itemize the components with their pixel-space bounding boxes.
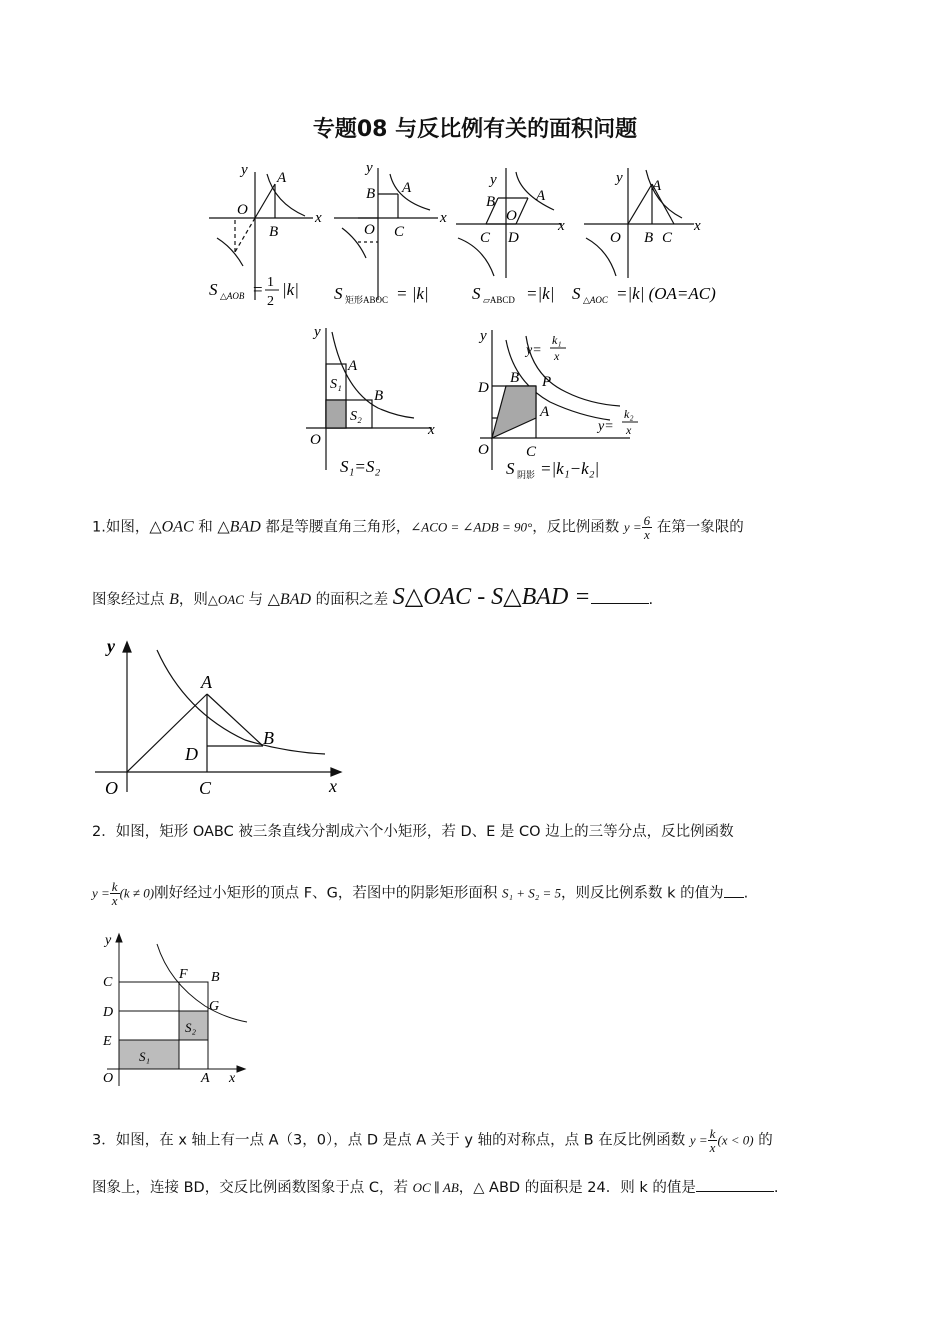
label-c: C (394, 224, 405, 240)
q3-text-c: 图象上，连接 BD，交反比例函数图象于点 C，若 (92, 1180, 413, 1196)
q3-end: . (773, 1180, 779, 1196)
formula-s: S (572, 284, 581, 303)
label-a: A (652, 178, 662, 194)
label-p: P (542, 374, 552, 390)
formula-s: S (472, 284, 481, 303)
q2-func-y: y = (92, 885, 110, 901)
label-c: C (199, 778, 212, 798)
label-x2: x (626, 423, 632, 437)
label-o: O (103, 1071, 114, 1086)
label-k2: k₂ (624, 407, 634, 421)
q3-line2 (92, 1177, 778, 1198)
label-b: B (486, 194, 496, 210)
q3-answer-blank[interactable] (696, 1177, 774, 1192)
formula-figure-5 (300, 320, 445, 485)
q1-and: 和 (193, 519, 218, 536)
q1-text-d: 在第一象限的 (652, 519, 744, 536)
q1-text-c: ，反比例函数 (532, 519, 624, 536)
label-c: C (103, 975, 113, 990)
label-a: A (201, 672, 212, 692)
label-c: C (662, 230, 673, 246)
formula-sub: 阴影 (517, 470, 536, 480)
label-a: A (402, 180, 412, 196)
label-x: x (440, 210, 447, 226)
q3-text-a: 3．如图，在 x 轴上有一点 A（3，0），点 D 是点 A 关于 y 轴的对称点，点 B 在反比例函数 (92, 1132, 690, 1149)
label-s1: S₁ (330, 377, 342, 392)
q3-text-d: ，△ ABD 的面积是 24．则 k 的值是 (458, 1180, 696, 1196)
formula-figure-6 (470, 320, 650, 485)
label-b: B (269, 224, 279, 240)
q3-func-frac (708, 1127, 718, 1154)
q1-func-num: 6 (643, 513, 651, 528)
formula-num: 1 (267, 275, 274, 290)
formula-figure-1 (205, 158, 330, 308)
q2-text-a: 刚好经过小矩形的顶点 F、G，若图中的阴影矩形面积 (154, 885, 502, 902)
q1-figure (95, 632, 355, 802)
formula-s: S (506, 459, 515, 478)
q3-func-num: k (709, 1126, 716, 1141)
q1-diff: S△OAC - S△BAD = (392, 584, 591, 610)
q3-text-b: 的 (753, 1132, 773, 1149)
q2-sum: S₁ + S₂ = 5 (501, 885, 562, 901)
segment-oa (255, 184, 275, 218)
label-a: A (201, 1071, 210, 1086)
q1-text-g: 与 (243, 592, 268, 608)
label-y: y (314, 324, 321, 340)
label-y: y (107, 636, 115, 656)
label-a: A (277, 170, 287, 186)
q2-text-b: ，则反比例系数 k 的值为 (561, 885, 724, 902)
label-a: A (348, 358, 358, 374)
formula-rhs: = |k| (396, 284, 429, 303)
label-b: B (510, 370, 520, 386)
label-x: x (554, 349, 560, 363)
q2-func-num: k (111, 879, 118, 894)
label-x: x (329, 776, 337, 796)
label-x: x (428, 422, 435, 438)
label-e: E (103, 1034, 112, 1049)
label-b: B (211, 970, 220, 985)
formula-sub: 矩形ABOC (345, 295, 389, 305)
q2-func-cond: (k ≠ 0) (119, 885, 155, 901)
curve-label-1: y= (526, 343, 542, 358)
formula-rhs: =|k| (526, 284, 555, 303)
q1-answer-blank[interactable] (591, 589, 649, 604)
label-y: y (616, 170, 623, 186)
q1-angle: ∠ACO = ∠ADB = 90° (410, 519, 533, 535)
formula-eq: = (253, 280, 263, 299)
hyperbola-branch-neg (217, 238, 243, 266)
label-b: B (366, 186, 376, 202)
label-b: B (374, 388, 384, 404)
q1-func-den: x (643, 527, 650, 542)
label-g: G (209, 999, 220, 1014)
label-y: y (480, 328, 487, 344)
label-o: O (478, 442, 489, 458)
label-a: A (536, 188, 546, 204)
curve-label-2: y= (598, 419, 614, 434)
formula-sub: △AOC (583, 295, 608, 305)
formula-figure-3 (454, 158, 579, 308)
q1-text-f: ，则 (178, 592, 208, 608)
q1-line1 (92, 514, 744, 541)
q3-parallel: OC ∥ AB (412, 1180, 459, 1195)
q3-func-cond: (x < 0) (717, 1132, 754, 1148)
q1-text: 1.如图， (92, 519, 150, 536)
q1-func-frac (642, 514, 653, 541)
label-o: O (610, 230, 621, 246)
label-x: x (558, 218, 565, 234)
label-s2: S₂ (350, 409, 362, 424)
label-y: y (105, 933, 112, 948)
q1-text-h: 的面积之差 (311, 592, 393, 608)
label-c: C (526, 444, 537, 460)
q1-tri-oac: △OAC (149, 518, 194, 536)
formula-sub: △AOB (220, 291, 245, 301)
label-o: O (237, 202, 248, 218)
hyperbola (157, 650, 325, 754)
label-y: y (366, 160, 373, 176)
q1-text-e: 图象经过点 (92, 592, 170, 608)
label-x: x (229, 1071, 236, 1086)
label-o: O (310, 432, 321, 448)
formula-rhs: =|k| (OA=AC) (616, 284, 716, 303)
q2-figure (95, 926, 260, 1088)
formula-s: S (334, 284, 343, 303)
formula-figure-2 (332, 158, 467, 308)
q3-func-den: x (709, 1140, 716, 1155)
q3-func-y: y = (689, 1132, 708, 1148)
q1-line2 (92, 584, 654, 610)
q2-line2 (92, 880, 748, 907)
q2-line1: 2．如图，矩形 OABC 被三条直线分割成六个小矩形，若 D、E 是 CO 边上的三等分点，反比例函数 (92, 824, 734, 840)
label-d: D (508, 230, 519, 246)
q1-text-b: 都是等腰直角三角形， (260, 519, 411, 536)
q1-pt-b: B (169, 591, 179, 608)
q3-line1 (92, 1127, 773, 1154)
label-o: O (506, 208, 517, 224)
label-d: D (103, 1005, 114, 1020)
label-o: O (105, 778, 118, 798)
formula-figure-4 (570, 158, 745, 308)
label-y: y (490, 172, 497, 188)
label-y: y (241, 162, 248, 178)
q2-end: . (743, 885, 749, 902)
label-d: D (185, 744, 198, 764)
label-s1: S₁ (139, 1049, 151, 1064)
label-a: A (540, 404, 550, 420)
formula-rhs: =|k₁−k₂| (540, 459, 600, 478)
label-x: x (315, 210, 322, 226)
formula-sub: ▱ABCD (483, 295, 515, 305)
q2-func-den: x (111, 893, 118, 908)
label-o: O (364, 222, 375, 238)
formula-den: 2 (267, 294, 274, 308)
formula-k: |k| (282, 280, 299, 299)
q1-tri-bad-2: △BAD (267, 591, 312, 608)
q1-tri-bad: △BAD (217, 518, 261, 536)
label-s2: S₂ (185, 1020, 197, 1035)
label-d: D (478, 380, 489, 396)
label-b: B (263, 728, 274, 748)
label-k1: k₁ (552, 333, 562, 347)
label-c: C (480, 230, 491, 246)
label-b: B (644, 230, 654, 246)
q1-func-y: y = (623, 519, 642, 535)
label-x: x (694, 218, 701, 234)
q2-func-frac (110, 880, 120, 907)
formula-eq: S₁=S₂ (340, 457, 381, 476)
formula-s: S (209, 280, 218, 299)
q1-tri-oac-2: △OAC (207, 592, 244, 607)
label-f: F (179, 967, 188, 982)
q2-answer-blank[interactable] (724, 883, 744, 898)
q1-end: . (648, 592, 654, 608)
page-title: 专题08 与反比例有关的面积问题 (312, 117, 638, 142)
